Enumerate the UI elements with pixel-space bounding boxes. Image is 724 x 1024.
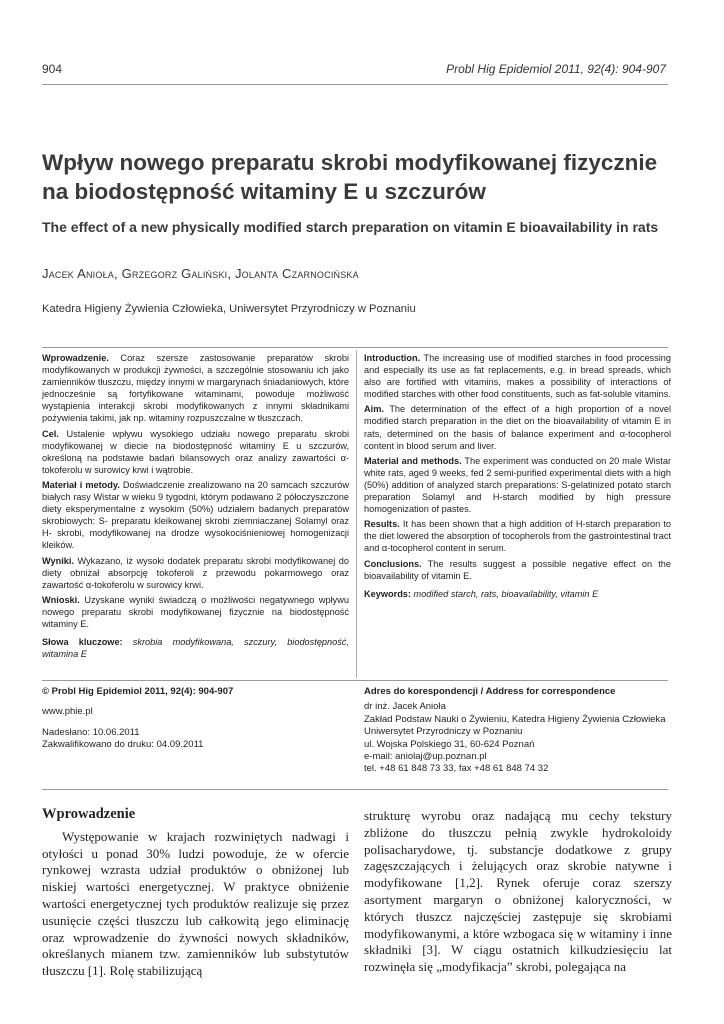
- abstract-en-intro-text: The increasing use of modified starches in food processing and especially its use as fat replacements, e.g. in bread spreads, which also are fortified with vitamins, makes a possibility of interactions of modified starches with other food constituents, such as fat-soluble vitamins.: [364, 353, 671, 400]
- abstract-en-conclusions: [364, 558, 671, 582]
- abstract-en-methods-label: Material and methods.: [364, 455, 462, 466]
- title-english: The effect of a new physically modified starch preparation on vitamin E bioavailability in rats: [42, 219, 659, 235]
- section-heading-introduction: Wprowadzenie: [42, 806, 136, 822]
- title-polish: [42, 148, 682, 206]
- abstract-pl-methods-label: Materiał i metody.: [42, 479, 120, 490]
- abstract-pl-intro-label: Wprowadzenie.: [42, 353, 109, 363]
- correspondence-email[interactable]: e-mail: aniolaj@up.poznan.pl: [364, 751, 487, 763]
- abstract-en-aim-label: Aim.: [364, 404, 384, 415]
- abstract-pl-keywords-label: Słowa kluczowe:: [42, 637, 123, 648]
- abstract-pl-conclusions-text: Uzyskane wyniki świadczą o możliwości negatywnego wpływu nowego preparatu skrobi modyfikowanej fizycznie na biodostępność witaminy E.: [42, 594, 349, 629]
- accepted-date: Zakwalifikowano do druku: 04.09.2011: [42, 739, 204, 751]
- abstract-en-keywords-label: Keywords:: [364, 588, 411, 599]
- abstract-pl-aim: [42, 428, 349, 476]
- correspondence-department: Zakład Podstaw Nauki o Żywieniu, Katedra Higieny Żywienia Człowieka: [364, 713, 666, 725]
- correspondence-street: ul. Wojska Polskiego 31, 60-624 Poznań: [364, 738, 535, 750]
- abstract-pl-aim-text: Ustalenie wpływu wysokiego udziału nowego preparatu skrobi modyfikowanej w diecie na biodostępność witaminy E u szczurów, określoną na podstawie badań bilansowych oraz analizy zawartości α-tokoferolu w surowicy krwi i wątrobie.: [42, 428, 349, 475]
- body-left-column: [42, 806, 349, 980]
- abstract-pl-methods: [42, 479, 349, 552]
- abstract-en-aim-text: The determination of the effect of a high proportion of a novel modified starch preparation in the diet on the bioavailability of vitamin E in rats, determined on the basis of balance experiment and α-tocopherol content in blood serum and liver.: [364, 404, 671, 451]
- abstract-pl-keywords-text: skrobia modyfikowana, szczury, biodostępność, witamina E: [42, 637, 349, 660]
- abstract-en-aim: [364, 403, 671, 451]
- abstract-pl-conclusions-label: Wnioski.: [42, 594, 80, 605]
- title-polish-line-2: na biodostępność witaminy E u szczurów: [42, 179, 486, 204]
- correspondence-name: dr inż. Jacek Anioła: [364, 701, 446, 713]
- abstract-pl-methods-text: Doświadczenie zrealizowano na 20 samcach szczurów białych rasy Wistar w wieku 9 tygodni, którym podawano 2 półoczyszczone diety eksperymentalne z wysokim (50%) udziałem badanych preparatów skrobiowych: S- preparatu kleikowanej skrobi ziemniaczanej Solamyl oraz H- skrobi, modyfikowanej na drodze wysokociśnieniowej homogenizacji kleików.: [42, 479, 349, 551]
- article-info: [42, 686, 342, 752]
- page-number: 904: [42, 62, 63, 76]
- correspondence-address: [364, 686, 674, 776]
- received-date: Nadesłano: 10.06.2011: [42, 726, 140, 738]
- abstract-en-intro-label: Introduction.: [364, 353, 421, 363]
- abstract-polish: [42, 352, 349, 663]
- abstract-pl-intro: [42, 352, 349, 425]
- abstract-top-rule: [42, 347, 668, 348]
- abstract-pl-keywords: [42, 636, 349, 660]
- abstract-en-conclusions-label: Conclusions.: [364, 558, 422, 569]
- authors: Jacek Anioła, Grzegorz Galiński, Jolanta Czarnocińska: [42, 266, 359, 281]
- correspondence-phone: tel. +48 61 848 73 33, fax +48 61 848 74 32: [364, 763, 549, 775]
- abstract-en-conclusions-text: The results suggest a possible negative effect on the bioavailability of vitamin E.: [364, 558, 671, 581]
- body-paragraph-left: Występowanie w krajach rozwiniętych nadwagi i otyłości u ponad 30% ludzi powoduje, że w ofercie rynkowej wzrasta udział produktów o obniżonej lub niskiej wartości energetycznej. W praktyce obniżenie wartości energetycznej tych produktów realizuje się przez usunięcie części tłuszczu lub całkowitą jego eliminację oraz wprowadzenie do żywności nowych składników, określanych mianem tzw. zamienników lub substytutów tłuszczu [1]. Rolę stabilizującą: [42, 828, 349, 979]
- body-right-column: [364, 808, 672, 976]
- abstract-pl-results: [42, 555, 349, 591]
- abstract-pl-aim-label: Cel.: [42, 428, 59, 439]
- correspondence-heading: Adres do korespondencji / Address for correspondence: [364, 686, 616, 697]
- abstract-en-keywords: [364, 588, 671, 600]
- body-paragraph-right: strukturę wyrobu oraz nadającą mu cechy tekstury zbliżone do tłuszczu pełnią zwykle hydrokoloidy polisacharydowe, tj. substancje dodatkowe z grupy zagęszczających i żelujących oraz skrobie natywne i modyfikowane [1,2]. Rynek oferuje coraz szerszy asortyment margaryn o obniżonej kaloryczności, w których tłuszcz najczęściej zastępuje się skrobiami modyfikowanymi, a które wzbogaca się w witaminy i inne składniki [3]. W ciągu ostatnich kilkudziesięciu lat rozwinęła się „modyfikacja” skrobi, polegająca na: [364, 808, 672, 975]
- abstract-pl-conclusions: [42, 594, 349, 630]
- header-rule: [42, 84, 668, 85]
- abstract-en-intro: [364, 352, 671, 400]
- correspondence-university: Uniwersytet Przyrodniczy w Poznaniu: [364, 726, 523, 738]
- abstract-en-methods-text: The experiment was conducted on 20 male Wistar white rats, aged 9 weeks, fed 2 semi-purified experimental diets with a high (50%) addition of analyzed starch preparations: S-gelatinized potato starch preparation Solamyl and H-starch modified by high pressure homogenization of pastes.: [364, 455, 671, 515]
- abstract-en-keywords-text: modified starch, rats, bioavailability, vitamin E: [410, 588, 599, 599]
- abstract-pl-intro-text: Coraz szersze zastosowanie preparatów skrobi modyfikowanych w produkcji żywności, a szczególnie stosowaniu ich jako zamienników tłuszczu, między innymi w margarynach śniadaniowych, które jednocześnie są fortyfikowane witaminami, powoduje możliwość wystąpienia interakcji skrobi modyfikowanych z innymi składnikami pożywienia takimi, jak np. witaminy rozpuszczalne w tłuszczach.: [42, 353, 349, 424]
- abstract-english: [364, 352, 671, 603]
- body-top-rule: [42, 789, 668, 790]
- abstract-pl-results-label: Wyniki.: [42, 555, 74, 566]
- abstract-en-results: [364, 518, 671, 554]
- abstract-column-divider: [356, 350, 357, 678]
- abstract-en-results-text: It has been shown that a high addition of H-starch preparation to the diet lowered the absorption of tocopherols from the gastrointestinal tract and α-tocopherol content in serum.: [364, 519, 671, 554]
- abstract-bottom-rule: [42, 680, 668, 681]
- journal-website-link[interactable]: www.phie.pl: [42, 706, 93, 718]
- copyright-line: © Probl Hig Epidemiol 2011, 92(4): 904-907: [42, 686, 234, 697]
- journal-reference: Probl Hig Epidemiol 2011, 92(4): 904-907: [446, 62, 666, 76]
- abstract-en-results-label: Results.: [364, 519, 400, 530]
- affiliation: Katedra Higieny Żywienia Człowieka, Uniwersytet Przyrodniczy w Poznaniu: [42, 303, 416, 315]
- abstract-en-methods: [364, 455, 671, 515]
- title-polish-line-1: Wpływ nowego preparatu skrobi modyfikowanej fizycznie: [42, 150, 658, 175]
- abstract-pl-results-text: Wykazano, iż wysoki dodatek preparatu skrobi modyfikowanej do diety obniżał absorpcję tokoferoli z przewodu pokarmowego oraz zawartość α-tokoferolu w surowicy krwi.: [42, 555, 349, 590]
